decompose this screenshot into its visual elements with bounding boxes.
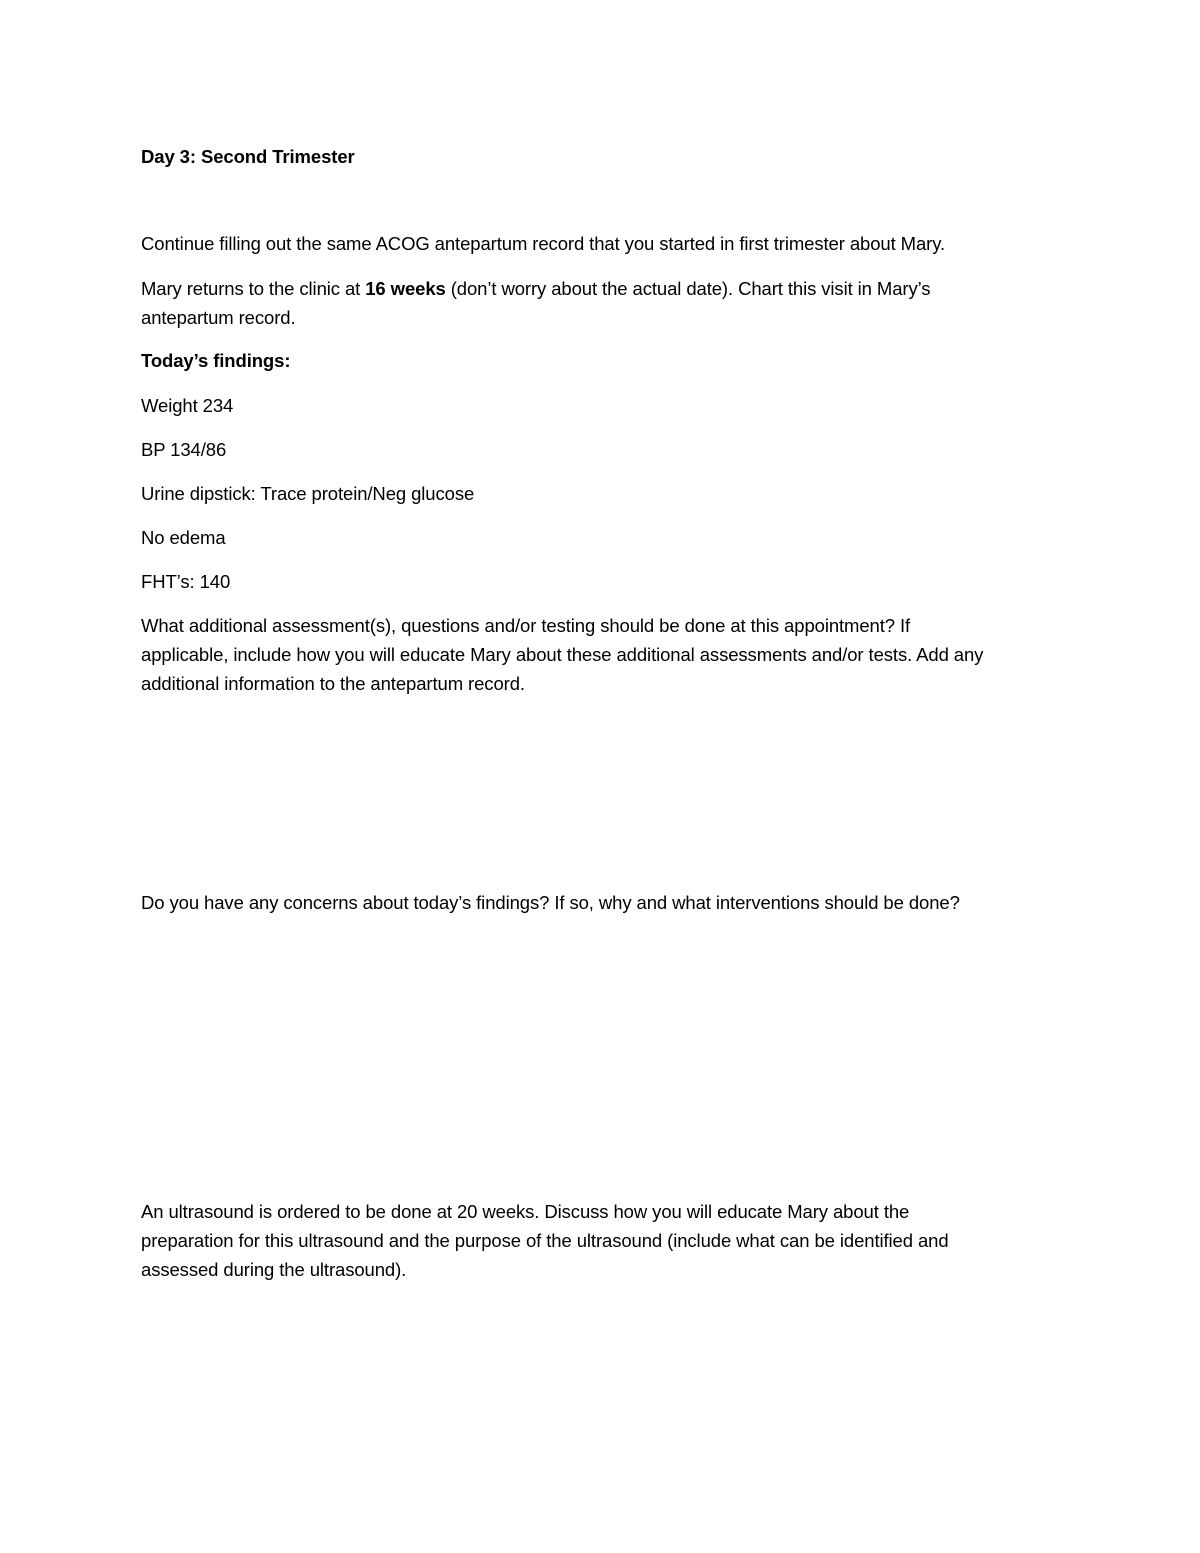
- finding-bp: BP 134/86: [141, 439, 227, 460]
- findings-heading: Today’s findings:: [141, 350, 291, 371]
- question-2: Do you have any concerns about today’s findings? If so, why and what interventions should be done?: [141, 892, 960, 913]
- finding-fht: FHT’s: 140: [141, 571, 231, 592]
- question-1-line-3: additional information to the antepartum record.: [141, 673, 525, 694]
- visit-weeks-emphasis: 16 weeks: [365, 278, 446, 299]
- question-3-line-2: preparation for this ultrasound and the purpose of the ultrasound (include what can be identified and: [141, 1230, 949, 1251]
- question-1-line-1: What additional assessment(s), questions and/or testing should be done at this appointment? If: [141, 615, 911, 636]
- intro-paragraph: Continue filling out the same ACOG antepartum record that you started in first trimester about Mary.: [141, 233, 946, 254]
- finding-edema: No edema: [141, 527, 226, 548]
- question-3-line-1: An ultrasound is ordered to be done at 20 weeks. Discuss how you will educate Mary about the: [141, 1201, 910, 1222]
- visit-paragraph-line-1: [141, 274, 930, 303]
- finding-urine-dipstick: Urine dipstick: Trace protein/Neg glucose: [141, 483, 475, 504]
- visit-text-after: (don’t worry about the actual date). Chart this visit in Mary’s: [445, 278, 931, 299]
- document-title: Day 3: Second Trimester: [141, 146, 355, 167]
- finding-weight: Weight 234: [141, 395, 234, 416]
- visit-text-before: Mary returns to the clinic at: [141, 278, 366, 299]
- question-3-line-3: assessed during the ultrasound).: [141, 1259, 407, 1280]
- question-1-line-2: applicable, include how you will educate Mary about these additional assessments and/or tests. Add any: [141, 644, 984, 665]
- visit-paragraph-line-2: antepartum record.: [141, 307, 296, 328]
